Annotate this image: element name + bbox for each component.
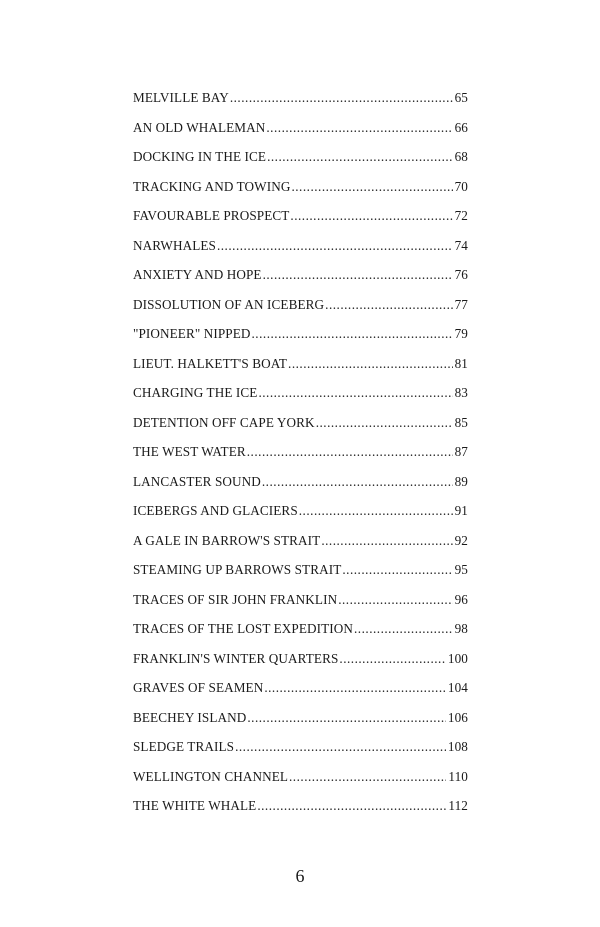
toc-entry-page: 92: [454, 532, 468, 548]
toc-entry: [133, 149, 468, 179]
toc-dot-leader: [339, 651, 445, 667]
toc-entry-page: 72: [454, 208, 468, 223]
toc-entry-title: DISSOLUTION OF AN ICEBERG: [133, 296, 325, 312]
toc-entry-page: 83: [454, 385, 468, 400]
toc-dot-leader: [299, 503, 453, 519]
toc-entry: [133, 651, 468, 681]
toc-entry-title: STEAMING UP BARROWS STRAIT: [133, 562, 342, 577]
toc-entry: [133, 710, 468, 740]
toc-entry-title: WELLINGTON CHANNEL: [133, 768, 289, 784]
toc-entry-page: 91: [454, 503, 468, 518]
toc-entry-title: FAVOURABLE PROSPECT: [133, 208, 290, 223]
toc-entry-page: 98: [454, 621, 468, 636]
page-number: 6: [295, 866, 305, 886]
toc-dot-leader: [316, 415, 453, 431]
toc-dot-leader: [290, 208, 452, 224]
toc-entry: [133, 356, 468, 386]
toc-dot-leader: [321, 533, 452, 549]
toc-entry: [133, 120, 468, 150]
toc-entry-title: A GALE IN BARROW'S STRAIT: [133, 532, 321, 548]
toc-entry-title: TRACES OF THE LOST EXPEDITION: [133, 621, 354, 636]
toc-entry-page: 89: [454, 473, 468, 489]
toc-entry-page: 68: [454, 149, 468, 164]
toc-entry: [133, 474, 468, 504]
toc-entry: [133, 503, 468, 533]
toc-entry-page: 76: [454, 267, 468, 282]
toc-entry-title: TRACKING AND TOWING: [133, 178, 291, 194]
toc-entry-page: 104: [447, 680, 468, 695]
toc-entry-title: BEECHEY ISLAND: [133, 709, 247, 725]
toc-entry-title: LANCASTER SOUND: [133, 473, 261, 489]
toc-entry: [133, 592, 468, 622]
toc-entry-page: 81: [454, 355, 468, 371]
toc-dot-leader: [263, 267, 453, 283]
toc-entry-page: 65: [454, 90, 468, 105]
toc-entry-title: LIEUT. HALKETT'S BOAT: [133, 355, 288, 371]
toc-dot-leader: [257, 798, 446, 814]
toc-dot-leader: [230, 90, 453, 106]
toc-entry: [133, 533, 468, 563]
toc-entry-title: AN OLD WHALEMAN: [133, 119, 266, 135]
toc-entry-title: ANXIETY AND HOPE: [133, 267, 262, 282]
toc-dot-leader: [247, 444, 453, 460]
toc-dot-leader: [264, 680, 446, 696]
toc-entry-page: 95: [454, 562, 468, 577]
toc-entry: [133, 267, 468, 297]
toc-entry-title: MELVILLE BAY: [133, 90, 229, 105]
toc-entry: [133, 739, 468, 769]
toc-entry: [133, 562, 468, 592]
toc-entry: [133, 769, 468, 799]
toc-dot-leader: [267, 149, 453, 165]
toc-entry-page: 87: [454, 444, 468, 459]
toc-entry-page: 112: [448, 798, 468, 813]
toc-entry-page: 96: [454, 591, 468, 607]
toc-entry-title: THE WEST WATER: [133, 444, 246, 459]
toc-entry-page: 106: [447, 709, 468, 725]
toc-dot-leader: [342, 562, 452, 578]
toc-dot-leader: [235, 739, 446, 755]
toc-dot-leader: [354, 621, 453, 637]
toc-entry-title: GRAVES OF SEAMEN: [133, 680, 264, 695]
toc-entry-page: 108: [447, 739, 468, 754]
toc-entry-page: 79: [454, 326, 468, 341]
toc-entry-title: FRANKLIN'S WINTER QUARTERS: [133, 650, 339, 666]
toc-entry: [133, 621, 468, 651]
toc-entry: [133, 179, 468, 209]
toc-entry: [133, 385, 468, 415]
toc-entry-title: SLEDGE TRAILS: [133, 739, 235, 754]
toc-entry-page: 85: [454, 414, 468, 430]
toc-entry: [133, 680, 468, 710]
toc-entry-page: 74: [454, 237, 468, 253]
toc-entry-page: 100: [447, 650, 468, 666]
toc-dot-leader: [247, 710, 446, 726]
toc-entry-title: ICEBERGS AND GLACIERS: [133, 503, 298, 518]
toc-entry: [133, 326, 468, 356]
toc-entry-title: "PIONEER" NIPPED: [133, 326, 251, 341]
toc-entry-page: 77: [454, 296, 468, 312]
toc-dot-leader: [291, 179, 452, 195]
toc-entry: [133, 798, 468, 828]
toc-entry: [133, 444, 468, 474]
toc-dot-leader: [338, 592, 452, 608]
toc-entry-page: 66: [454, 119, 468, 135]
toc-dot-leader: [325, 297, 452, 313]
toc-dot-leader: [252, 326, 453, 342]
toc-entry: [133, 297, 468, 327]
toc-entry-title: CHARGING THE ICE: [133, 385, 258, 400]
toc-dot-leader: [262, 474, 453, 490]
toc-entry-page: 110: [448, 768, 468, 784]
toc-entry-title: DETENTION OFF CAPE YORK: [133, 414, 315, 430]
toc-entry-title: TRACES OF SIR JOHN FRANKLIN: [133, 591, 338, 607]
toc-dot-leader: [288, 356, 453, 372]
toc-dot-leader: [266, 120, 452, 136]
toc-dot-leader: [289, 769, 446, 785]
toc-entry: [133, 90, 468, 120]
toc-dot-leader: [258, 385, 452, 401]
toc-entry-title: DOCKING IN THE ICE: [133, 149, 267, 164]
toc-dot-leader: [217, 238, 453, 254]
toc-entry-title: THE WHITE WHALE: [133, 798, 257, 813]
toc-entry: [133, 415, 468, 445]
table-of-contents: [133, 90, 468, 828]
toc-entry-title: NARWHALES: [133, 237, 216, 253]
toc-entry: [133, 208, 468, 238]
toc-entry-page: 70: [454, 178, 468, 194]
toc-entry: [133, 238, 468, 268]
